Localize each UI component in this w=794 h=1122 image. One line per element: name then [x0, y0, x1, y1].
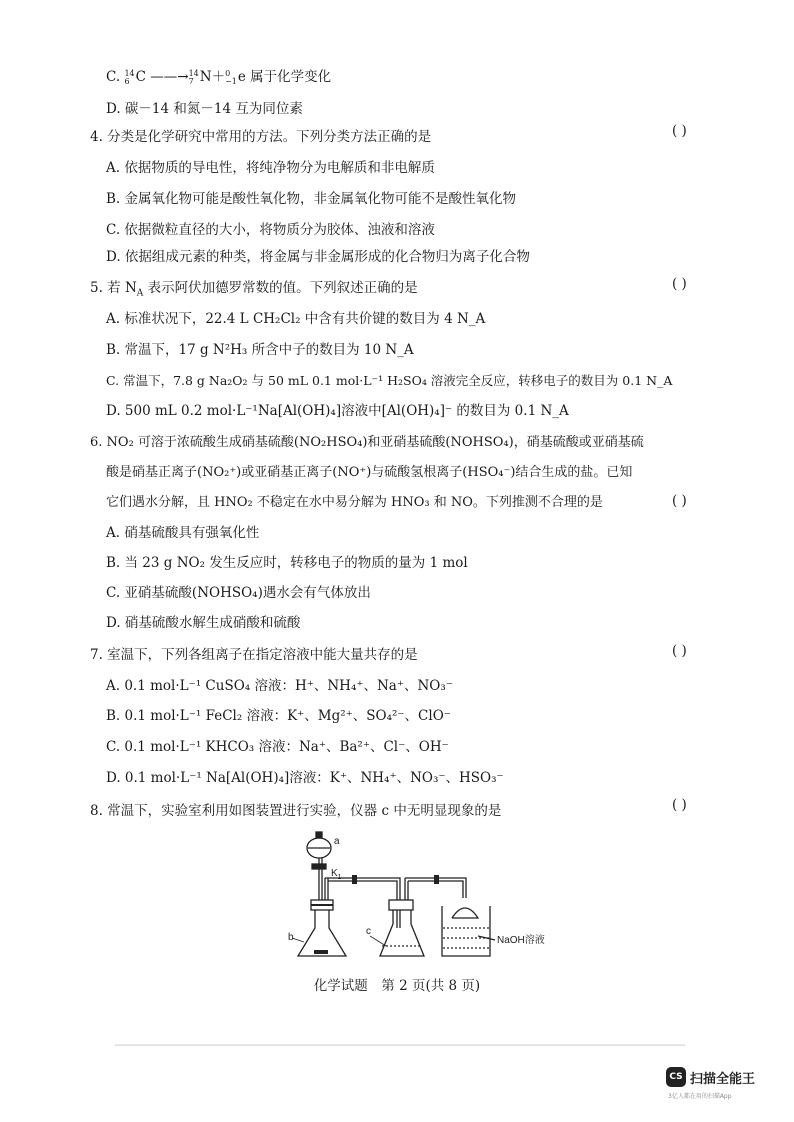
q6-option-a: A. 硝基硫酸具有强氧化性 — [106, 525, 260, 541]
q3-carbon-isotope-index: 14 6 — [124, 68, 135, 86]
q3-option-d: D. 碳－14 和氮－14 互为同位素 — [106, 101, 303, 117]
q7-option-c: C. 0.1 mol·L⁻¹ KHCO₃ 溶液：Na⁺、Ba²⁺、Cl⁻、OH⁻ — [106, 739, 449, 755]
q7-option-b: B. 0.1 mol·L⁻¹ FeCl₂ 溶液：K⁺、Mg²⁺、SO₄²⁻、ClO⁻ — [106, 708, 451, 724]
q4-option-d: D. 依据组成元素的种类，将金属与非金属形成的化合物归为离子化合物 — [106, 249, 530, 265]
label-k1: $K_1$ — [331, 868, 342, 881]
scanner-app-tagline: 3亿人都在用的扫描App — [668, 1093, 732, 1100]
beaker-naoh — [442, 906, 495, 956]
q6-option-b: B. 当 23 g NO₂ 发生反应时，转移电子的物质的量为 1 mol — [106, 555, 468, 571]
connecting-tube-2 — [405, 875, 466, 898]
q8-stem: 8. 常温下，实验室利用如图装置进行实验，仪器 c 中无明显现象的是 — [90, 803, 502, 819]
q6-option-d: D. 硝基硫酸水解生成硝酸和硫酸 — [106, 615, 301, 631]
q6-stem-line-3: 它们遇水分解，且 HNO₂ 不稳定在水中易分解为 HNO₃ 和 NO。下列推测不合理的是 — [106, 495, 603, 510]
q7-option-d: D. 0.1 mol·L⁻¹ Na[Al(OH)₄]溶液：K⁺、NH₄⁺、NO₃⁻、HSO₃⁻ — [106, 770, 504, 786]
q6-answer-bracket: ( ) — [672, 493, 687, 509]
q4-stem: 4. 分类是化学研究中常用的方法。下列分类方法正确的是 — [90, 129, 432, 145]
q5-stem: 5. 若 $N_A$ 表示阿伏加德罗常数的值。下列叙述正确的是 — [90, 280, 418, 299]
label-b: b — [288, 932, 294, 943]
label-c: c — [366, 926, 371, 937]
q7-option-a: A. 0.1 mol·L⁻¹ CuSO₄ 溶液：H⁺、NH₄⁺、Na⁺、NO₃⁻ — [106, 678, 453, 694]
scanner-watermark — [666, 1067, 755, 1087]
q6-stem-line-2: 酸是硝基正离子(NO₂⁺)或亚硝基正离子(NO⁺)与硫酸氢根离子(HSO₄⁻)结合生成的盐。已知 — [106, 465, 633, 480]
label-naoh-solution: NaOH溶液 — [497, 935, 545, 946]
q4-option-a: A. 依据物质的导电性，将纯净物分为电解质和非电解质 — [106, 160, 435, 176]
conical-flask-c — [380, 878, 424, 956]
q3-electron-index: 0 −1 — [225, 68, 237, 86]
q3-nitrogen-isotope-index: 14 7 — [188, 68, 199, 86]
scanner-app-name: 扫描全能王 — [690, 1071, 756, 1087]
scanner-logo-icon: CS — [666, 1067, 686, 1087]
page-footer: 化学试题 第 2 页(共 8 页) — [313, 978, 481, 994]
q8-answer-bracket: ( ) — [672, 797, 687, 813]
q5-option-c: C. 常温下，7.8 g Na₂O₂ 与 50 mL 0.1 mol·L⁻¹ H₂SO₄ 溶液完全反应，转移电子的数目为 0.1 N_A — [106, 373, 673, 388]
q7-stem: 7. 室温下，下列各组离子在指定溶液中能大量共存的是 — [90, 647, 418, 663]
q7-answer-bracket: ( ) — [672, 643, 687, 659]
q3-option-c-prefix: C. — [106, 69, 125, 85]
q5-option-a: A. 标准状况下，22.4 L CH₂Cl₂ 中含有共价键的数目为 4 N_A — [106, 311, 486, 327]
q5-answer-bracket: ( ) — [672, 276, 687, 292]
q6-stem-line-1: 6. NO₂ 可溶于浓硫酸生成硝基硫酸(NO₂HSO₄)和亚硝基硫酸(NOHSO₄)，硝基硫酸或亚硝基硫 — [90, 435, 644, 450]
q4-answer-bracket: ( ) — [672, 123, 687, 139]
q4-option-b: B. 金属氧化物可能是酸性氧化物，非金属氧化物可能不是酸性氧化物 — [106, 191, 517, 207]
q5-option-b: B. 常温下，17 g N²H₃ 所含中子的数目为 10 N_A — [106, 342, 414, 358]
label-a: a — [334, 836, 340, 847]
q5-option-d: D. 500 mL 0.2 mol·L⁻¹Na[Al(OH)₄]溶液中[Al(OH)₄]⁻ 的数目为 0.1 N_A — [106, 403, 569, 419]
q3-option-c: C. 14 6 C ——→ 14 7 N＋ 0 −1 e 属于化学变化 — [106, 68, 332, 86]
apparatus-diagram — [0, 828, 794, 968]
q6-option-c: C. 亚硝基硫酸(NOHSO₄)遇水会有气体放出 — [106, 585, 371, 601]
q4-option-c: C. 依据微粒直径的大小，将物质分为胶体、浊液和溶液 — [106, 222, 435, 238]
q3-reaction-arrow: ——→ — [150, 69, 189, 85]
scan-artifact-line — [115, 1044, 685, 1046]
